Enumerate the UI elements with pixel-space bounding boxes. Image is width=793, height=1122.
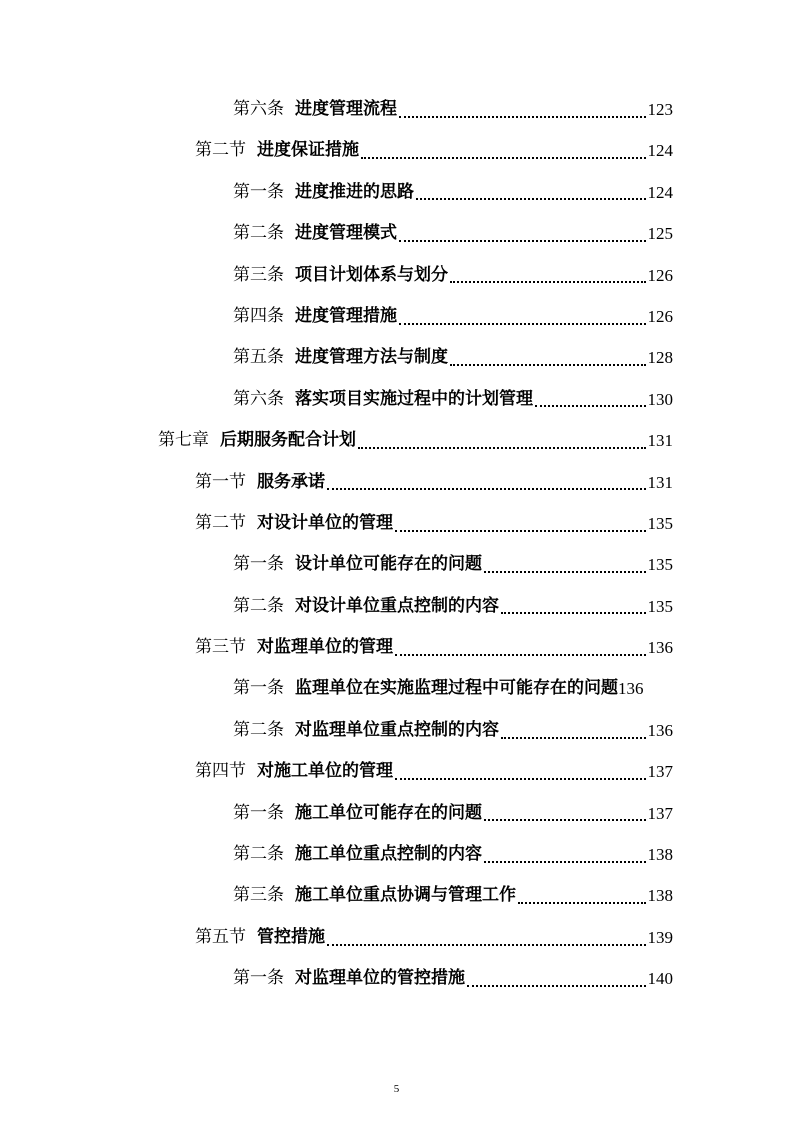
toc-entry-page: 135 <box>647 555 673 575</box>
toc-entry-page: 136 <box>618 679 644 699</box>
toc-entry-title: 施工单位重点协调与管理工作 <box>295 885 516 906</box>
toc-entry-page: 126 <box>647 306 673 326</box>
toc-entry-title: 设计单位可能存在的问题 <box>295 554 482 575</box>
toc-entry[interactable] <box>0 668 793 709</box>
toc-entry-page: 128 <box>647 348 673 368</box>
toc-entry-title: 进度管理方法与制度 <box>295 347 448 368</box>
toc-entry[interactable] <box>0 586 793 627</box>
toc-entry-number: 第二节 <box>195 512 246 533</box>
toc-entry-page: 135 <box>647 596 673 616</box>
toc-entry-page: 137 <box>647 803 673 823</box>
toc-entry-page: 126 <box>647 265 673 285</box>
toc-entry[interactable] <box>0 255 793 296</box>
toc-entry-page: 136 <box>647 638 673 658</box>
toc-entry-title: 落实项目实施过程中的计划管理 <box>295 388 533 409</box>
page-number: 5 <box>393 1083 400 1095</box>
toc-entry-number: 第一条 <box>233 802 284 823</box>
toc-entry[interactable] <box>0 89 793 130</box>
toc-entry-page: 138 <box>647 845 673 865</box>
dot-leader <box>395 654 646 656</box>
toc-entry-number: 第三节 <box>195 637 246 658</box>
toc-entry[interactable] <box>0 958 793 999</box>
toc-entry-number: 第四节 <box>195 761 246 782</box>
toc-entry-title: 施工单位可能存在的问题 <box>295 802 482 823</box>
toc-entry-page: 131 <box>647 431 673 451</box>
toc-entry-title: 对设计单位重点控制的内容 <box>295 595 499 616</box>
toc-entry-page: 130 <box>647 389 673 409</box>
toc-entry-page: 124 <box>647 182 673 202</box>
dot-leader <box>501 612 646 614</box>
toc-entry[interactable] <box>0 213 793 254</box>
dot-leader <box>399 240 646 242</box>
dot-leader <box>395 778 646 780</box>
dot-leader <box>484 819 646 821</box>
toc-entry-number: 第一节 <box>195 471 246 492</box>
toc-entry-number: 第三条 <box>233 264 284 285</box>
dot-leader <box>361 157 646 159</box>
dot-leader <box>399 323 646 325</box>
dot-leader <box>327 944 646 946</box>
toc-entry-number: 第二条 <box>233 595 284 616</box>
toc-entry[interactable] <box>0 130 793 171</box>
toc-entry-title: 监理单位在实施监理过程中可能存在的问题 <box>295 678 618 699</box>
dot-leader <box>399 116 646 118</box>
toc-entry-number: 第二节 <box>195 140 246 161</box>
toc-entry-title: 对施工单位的管理 <box>257 761 393 782</box>
dot-leader <box>535 405 646 407</box>
toc-entry-title: 后期服务配合计划 <box>220 430 356 451</box>
toc-entry[interactable] <box>0 379 793 420</box>
dot-leader <box>358 447 646 449</box>
toc-entry-number: 第五条 <box>233 347 284 368</box>
dot-leader <box>416 198 646 200</box>
table-of-contents <box>0 89 793 1000</box>
toc-entry-page: 131 <box>647 472 673 492</box>
toc-entry-title: 服务承诺 <box>257 471 325 492</box>
toc-entry-page: 139 <box>647 927 673 947</box>
dot-leader <box>484 861 646 863</box>
toc-entry-title: 进度管理措施 <box>295 305 397 326</box>
toc-entry[interactable] <box>0 337 793 378</box>
dot-leader <box>518 902 646 904</box>
dot-leader <box>501 737 646 739</box>
toc-entry[interactable] <box>0 503 793 544</box>
toc-entry-title: 对监理单位的管控措施 <box>295 968 465 989</box>
toc-entry[interactable] <box>0 627 793 668</box>
toc-entry[interactable] <box>0 834 793 875</box>
toc-entry-page: 124 <box>647 141 673 161</box>
dot-leader <box>450 364 646 366</box>
toc-entry[interactable] <box>0 917 793 958</box>
dot-leader <box>467 985 646 987</box>
toc-entry-title: 对监理单位重点控制的内容 <box>295 719 499 740</box>
toc-entry-number: 第六条 <box>233 388 284 409</box>
toc-entry-page: 137 <box>647 762 673 782</box>
toc-entry-number: 第一条 <box>233 678 284 699</box>
toc-entry-page: 140 <box>647 969 673 989</box>
toc-entry-title: 管控措施 <box>257 926 325 947</box>
toc-entry-number: 第三条 <box>233 885 284 906</box>
toc-entry[interactable] <box>0 462 793 503</box>
toc-entry-number: 第一条 <box>233 968 284 989</box>
toc-entry-number: 第二条 <box>233 719 284 740</box>
toc-entry-title: 对设计单位的管理 <box>257 512 393 533</box>
toc-entry[interactable] <box>0 172 793 213</box>
toc-entry[interactable] <box>0 751 793 792</box>
toc-entry-title: 施工单位重点控制的内容 <box>295 844 482 865</box>
toc-entry-number: 第七章 <box>158 430 209 451</box>
toc-entry-title: 进度保证措施 <box>257 140 359 161</box>
dot-leader <box>395 530 646 532</box>
toc-entry-number: 第二条 <box>233 844 284 865</box>
toc-entry-title: 进度管理流程 <box>295 99 397 119</box>
toc-entry-number: 第一条 <box>233 181 284 202</box>
toc-entry-page: 125 <box>647 224 673 244</box>
toc-entry-page: 123 <box>647 100 673 119</box>
toc-entry-number: 第四条 <box>233 305 284 326</box>
toc-entry-title: 进度推进的思路 <box>295 181 414 202</box>
toc-entry[interactable] <box>0 296 793 337</box>
toc-entry[interactable] <box>0 875 793 916</box>
toc-entry-title: 对监理单位的管理 <box>257 637 393 658</box>
toc-entry-title: 进度管理模式 <box>295 223 397 244</box>
toc-entry-number: 第六条 <box>233 99 284 119</box>
toc-entry-number: 第五节 <box>195 926 246 947</box>
toc-entry-page: 138 <box>647 886 673 906</box>
toc-entry-number: 第一条 <box>233 554 284 575</box>
dot-leader <box>484 571 646 573</box>
dot-leader <box>450 281 646 283</box>
toc-entry[interactable] <box>0 420 793 461</box>
toc-entry[interactable] <box>0 710 793 751</box>
toc-entry-title: 项目计划体系与划分 <box>295 264 448 285</box>
toc-entry-page: 136 <box>647 720 673 740</box>
toc-entry-number: 第二条 <box>233 223 284 244</box>
toc-entry[interactable] <box>0 544 793 585</box>
toc-entry[interactable] <box>0 793 793 834</box>
dot-leader <box>327 488 646 490</box>
toc-entry-page: 135 <box>647 513 673 533</box>
